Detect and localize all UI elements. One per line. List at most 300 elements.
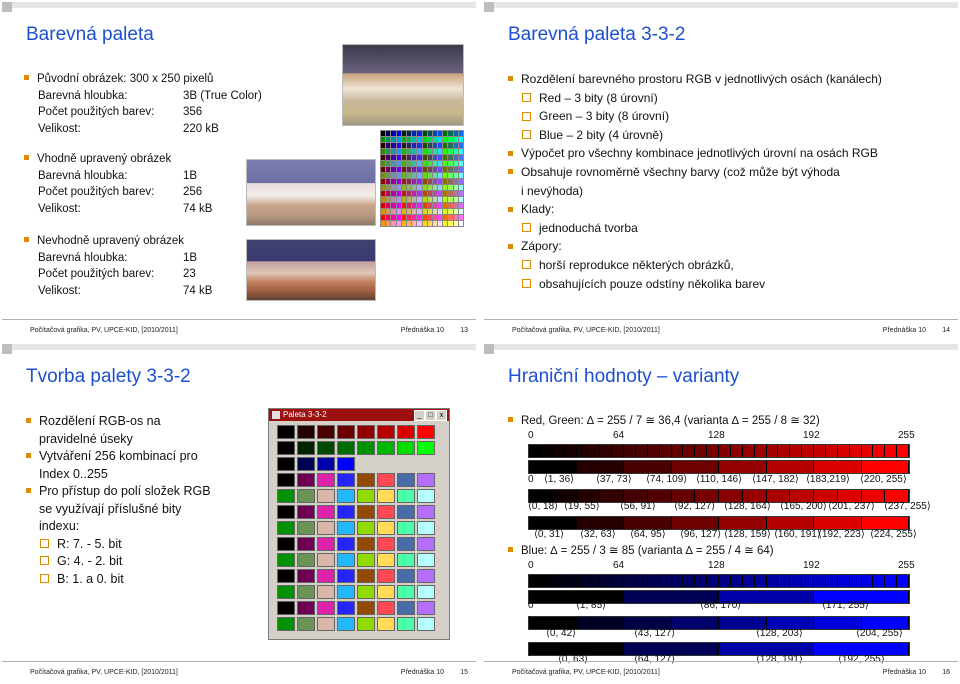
palette-cell — [459, 197, 463, 202]
palette-cell — [438, 203, 442, 208]
window-icon — [272, 411, 280, 419]
palette-cell — [402, 203, 406, 208]
slide-13 — [2, 2, 476, 340]
strip-segment — [838, 575, 850, 587]
palette-cell — [459, 203, 463, 208]
kv-value: 1B — [183, 251, 198, 264]
palette-cell — [277, 521, 295, 535]
palette-cell — [397, 585, 415, 599]
palette-cell — [357, 473, 375, 487]
slide-14 — [484, 2, 958, 340]
palette-cell — [337, 441, 355, 455]
palette-cell — [391, 221, 395, 226]
bullet-icon — [522, 279, 531, 288]
palette-cell — [391, 143, 395, 148]
palette-cell — [337, 553, 355, 567]
palette-cell — [381, 149, 385, 154]
slide-top-bar — [2, 2, 476, 8]
palette-cell — [454, 161, 458, 166]
palette-cell — [407, 131, 411, 136]
palette-cell — [433, 161, 437, 166]
palette-cell — [433, 203, 437, 208]
palette-cell — [412, 167, 416, 172]
range-label: 0 — [528, 474, 534, 485]
palette-cell — [454, 215, 458, 220]
color-strip — [528, 444, 910, 458]
strip-segment — [850, 445, 862, 457]
strip-segment — [897, 445, 909, 457]
palette-cell — [423, 179, 427, 184]
palette-grid — [277, 425, 435, 631]
strip-segment — [767, 461, 815, 473]
strip-segment — [719, 461, 767, 473]
palette-cell — [402, 131, 406, 136]
bullet-icon — [26, 488, 31, 493]
kv-label: Barevná hloubka: — [38, 251, 128, 264]
group-head-text: Vhodně upravený obrázek — [37, 153, 172, 165]
kv-row — [38, 122, 219, 138]
strip-segment — [636, 575, 648, 587]
slide-title: Tvorba palety 3-3-2 — [26, 366, 191, 387]
list-item-text: Zápory: — [521, 239, 562, 254]
palette-cell — [438, 197, 442, 202]
palette-cell — [459, 209, 463, 214]
kv-label: Počet použitých barev: — [38, 268, 155, 280]
palette-cell — [386, 215, 390, 220]
palette-cell — [381, 191, 385, 196]
palette-cell — [377, 601, 395, 615]
palette-cell — [454, 203, 458, 208]
palette-cell — [381, 167, 385, 172]
palette-cell — [391, 173, 395, 178]
palette-cell — [277, 505, 295, 519]
list-item — [26, 414, 161, 430]
strip-segment — [529, 461, 577, 473]
palette-cell — [402, 137, 406, 142]
palette-cell — [417, 191, 421, 196]
palette-cell — [417, 131, 421, 136]
palette-cell — [417, 155, 421, 160]
palette-cell — [423, 197, 427, 202]
strip-segment — [707, 445, 719, 457]
slide-corner — [2, 344, 12, 354]
scale-label: 192 — [803, 430, 820, 441]
range-label: ⟨92, 127⟩ — [674, 501, 716, 512]
strip-segment — [577, 461, 625, 473]
palette-cell — [397, 425, 415, 439]
palette-cell — [317, 585, 335, 599]
range-label: ⟨183,219⟩ — [806, 474, 850, 485]
palette-cell — [438, 167, 442, 172]
palette-cell — [397, 617, 415, 631]
list-item — [40, 572, 124, 588]
strip-segment — [565, 575, 577, 587]
palette-cell — [454, 185, 458, 190]
strip-segment — [719, 517, 767, 529]
palette-cell — [397, 155, 401, 160]
range-label: ⟨128, 159⟩ — [724, 529, 771, 540]
slide-title: Hraniční hodnoty – varianty — [508, 366, 740, 387]
palette-cell — [397, 221, 401, 226]
list-item-text: indexu: — [39, 519, 80, 533]
slide-top-bar — [2, 344, 476, 350]
window-title: Paleta 3-3-2 — [283, 410, 327, 419]
palette-cell — [397, 131, 401, 136]
palette-cell — [357, 617, 375, 631]
bullet-icon — [522, 223, 531, 232]
palette-cell — [381, 209, 385, 214]
list-item — [508, 146, 878, 162]
strip-segment — [624, 445, 636, 457]
palette-cell — [317, 473, 335, 487]
palette-cell — [459, 161, 463, 166]
palette-cell — [438, 131, 442, 136]
palette-cell — [423, 161, 427, 166]
strip-segment — [529, 445, 541, 457]
strip-segment — [672, 445, 684, 457]
palette-cell — [438, 173, 442, 178]
palette-cell — [277, 489, 295, 503]
palette-cell — [337, 601, 355, 615]
footer-lecture: Přednáška 10 — [400, 669, 444, 676]
range-label: ⟨220, 255⟩ — [860, 474, 907, 485]
palette-cell — [433, 197, 437, 202]
palette-cell — [454, 155, 458, 160]
palette-cell — [433, 149, 437, 154]
palette-cell — [391, 137, 395, 142]
palette-cell — [459, 191, 463, 196]
photo-original — [342, 44, 464, 126]
palette-cell — [337, 457, 355, 471]
color-strip — [528, 460, 910, 474]
slide-top-bar — [484, 2, 958, 8]
palette-cell — [407, 179, 411, 184]
palette-cell — [417, 617, 435, 631]
palette-cell — [438, 161, 442, 166]
palette-cell — [428, 185, 432, 190]
strip-segment — [588, 445, 600, 457]
kv-value: 1B — [183, 169, 198, 182]
palette-cell — [438, 209, 442, 214]
strip-segment — [814, 461, 862, 473]
range-label: ⟨201, 237⟩ — [828, 501, 875, 512]
strip-segment — [814, 517, 862, 529]
footer — [2, 319, 476, 340]
strip-segment — [600, 575, 612, 587]
palette-cell — [391, 215, 395, 220]
palette-cell — [277, 617, 295, 631]
palette-cell — [407, 149, 411, 154]
bullet-icon — [26, 453, 31, 458]
palette-cell — [277, 585, 295, 599]
list-item-text: Vytváření 256 kombinací pro — [39, 449, 198, 463]
palette-cell — [386, 197, 390, 202]
color-strip — [528, 616, 910, 630]
maximize-icon[interactable]: □ — [425, 410, 436, 421]
palette-cell — [391, 149, 395, 154]
page-number: 14 — [942, 327, 950, 334]
list-item-text: R: 7. - 5. bit — [57, 536, 122, 551]
strip-segment — [862, 445, 874, 457]
slide-title: Barevná paleta — [26, 24, 154, 45]
palette-cell — [397, 553, 415, 567]
strip-segment — [755, 575, 767, 587]
palette-cell — [423, 167, 427, 172]
strip-segment — [885, 445, 897, 457]
palette-cell — [337, 537, 355, 551]
palette-cell — [459, 215, 463, 220]
palette-cell — [459, 221, 463, 226]
palette-cell — [407, 161, 411, 166]
strip-segment — [707, 575, 719, 587]
palette-cell — [397, 489, 415, 503]
palette-cell — [381, 197, 385, 202]
palette-cell — [386, 209, 390, 214]
bullet-icon — [26, 418, 31, 423]
list-item-text: i nevýhoda) — [521, 183, 584, 198]
list-item — [39, 502, 181, 518]
palette-cell — [448, 197, 452, 202]
palette-cell — [459, 185, 463, 190]
palette-cell — [433, 137, 437, 142]
palette-cell — [386, 203, 390, 208]
palette-cell — [391, 131, 395, 136]
strip-segment — [731, 575, 743, 587]
palette-cell — [377, 569, 395, 583]
close-icon[interactable]: x — [436, 410, 447, 421]
palette-cell — [417, 537, 435, 551]
list-item — [508, 72, 882, 88]
palette-cell — [417, 209, 421, 214]
palette-cell — [438, 191, 442, 196]
bullet-icon — [522, 112, 531, 121]
range-label: ⟨160, 191⟩ — [774, 529, 821, 540]
bullet-icon — [24, 155, 29, 160]
strip-segment — [648, 575, 660, 587]
slide-corner — [2, 2, 12, 12]
kv-row — [38, 267, 196, 283]
page-number: 15 — [460, 669, 468, 676]
palette-cell — [381, 173, 385, 178]
palette-cell — [381, 221, 385, 226]
slide-corner — [484, 344, 494, 354]
palette-cell — [317, 569, 335, 583]
strip-segment — [672, 617, 720, 629]
palette-cell — [412, 173, 416, 178]
strip-segment — [695, 445, 707, 457]
scale-label: 128 — [708, 560, 725, 571]
palette-cell — [397, 173, 401, 178]
palette-cell — [448, 179, 452, 184]
palette-cell — [381, 131, 385, 136]
palette-cell — [412, 209, 416, 214]
palette-cell — [317, 553, 335, 567]
slide-top-bar — [484, 344, 958, 350]
palette-cell — [454, 173, 458, 178]
palette-cell — [402, 185, 406, 190]
palette-cell — [381, 155, 385, 160]
palette-cell — [423, 221, 427, 226]
palette-cell — [407, 173, 411, 178]
palette-cell — [297, 585, 315, 599]
palette-cell — [407, 185, 411, 190]
palette-cell — [454, 143, 458, 148]
palette-cell — [317, 537, 335, 551]
palette-cell — [386, 131, 390, 136]
palette-cell — [397, 209, 401, 214]
strip-segment — [885, 575, 897, 587]
palette-cell — [454, 197, 458, 202]
palette-cell — [454, 191, 458, 196]
group-head — [24, 234, 184, 250]
rg-line — [508, 414, 820, 430]
palette-cell — [423, 173, 427, 178]
strip-segment — [767, 517, 815, 529]
palette-cell — [438, 143, 442, 148]
strip-segment — [755, 445, 767, 457]
list-item — [522, 128, 663, 144]
palette-cell — [337, 425, 355, 439]
kv-value: 220 kB — [183, 122, 219, 135]
palette-cell — [337, 489, 355, 503]
list-item — [522, 109, 669, 125]
strip-segment — [529, 517, 577, 529]
palette-cell — [317, 505, 335, 519]
palette-cell — [428, 131, 432, 136]
scale-label: 255 — [898, 430, 915, 441]
palette-cell — [357, 553, 375, 567]
kv-row — [38, 251, 197, 267]
palette-cell — [417, 601, 435, 615]
palette-cell — [297, 505, 315, 519]
range-label: ⟨171, 255⟩ — [822, 600, 869, 611]
palette-cell — [407, 155, 411, 160]
palette-cell — [377, 585, 395, 599]
range-label: ⟨0, 63⟩ — [558, 654, 589, 665]
palette-cell — [448, 191, 452, 196]
palette-cell — [386, 167, 390, 172]
bullet-icon — [522, 260, 531, 269]
palette-cell — [412, 131, 416, 136]
palette-cell — [297, 425, 315, 439]
strip-segment — [624, 517, 672, 529]
palette-cell — [407, 215, 411, 220]
list-item — [40, 537, 122, 553]
palette-cell — [423, 143, 427, 148]
palette-cell — [357, 489, 375, 503]
kv-value: 74 kB — [183, 284, 213, 297]
kv-value: 356 — [183, 106, 203, 118]
palette-cell — [397, 215, 401, 220]
palette-cell — [337, 569, 355, 583]
palette-cell — [317, 441, 335, 455]
palette-cell — [357, 537, 375, 551]
scale-label: 0 — [528, 430, 534, 441]
palette-cell — [402, 155, 406, 160]
palette-cell — [423, 191, 427, 196]
palette-cell — [454, 167, 458, 172]
palette-cell — [391, 155, 395, 160]
scale-label: 192 — [803, 560, 820, 571]
palette-cell — [377, 521, 395, 535]
palette-cell — [402, 209, 406, 214]
list-item-text: jednoduchá tvorba — [539, 220, 638, 235]
palette-cell — [428, 203, 432, 208]
list-item-text: Red – 3 bity (8 úrovní) — [539, 90, 658, 105]
footer — [484, 661, 958, 682]
palette-cell — [381, 161, 385, 166]
bullet-icon — [508, 76, 513, 81]
palette-cell — [428, 221, 432, 226]
palette-cell — [438, 215, 442, 220]
bullet-icon — [24, 75, 29, 80]
kv-label: Počet použitých barev: — [38, 186, 155, 198]
range-label: ⟨86, 170⟩ — [700, 600, 742, 611]
range-label: 0 — [528, 600, 534, 611]
group-head-text: Původní obrázek: 300 x 250 pixelů — [37, 73, 214, 85]
color-strip — [528, 574, 910, 588]
palette-cell — [297, 457, 315, 471]
kv-value: 23 — [183, 268, 196, 280]
list-item — [39, 432, 133, 448]
palette-cell — [357, 425, 375, 439]
palette-cell — [386, 191, 390, 196]
palette-cell — [381, 179, 385, 184]
palette-cell — [357, 569, 375, 583]
strip-segment — [719, 445, 731, 457]
palette-cell — [277, 537, 295, 551]
photo-bad-palette — [246, 239, 376, 301]
strip-segment — [719, 575, 731, 587]
palette-cell — [397, 191, 401, 196]
strip-segment — [850, 575, 862, 587]
palette-cell — [397, 569, 415, 583]
strip-segment — [826, 445, 838, 457]
slide-corner — [484, 2, 494, 12]
footer-lecture: Přednáška 10 — [882, 327, 926, 334]
palette-cell — [386, 221, 390, 226]
palette-cell — [397, 601, 415, 615]
palette-cell — [397, 197, 401, 202]
palette-cell — [423, 209, 427, 214]
footer-source: Počítačová grafika, PV, UPCE-KID, [2010/2011] — [30, 327, 178, 334]
palette-cell — [438, 221, 442, 226]
palette-cell — [443, 221, 447, 226]
palette-cell — [377, 457, 395, 469]
kv-row — [38, 202, 212, 218]
slide-16 — [484, 344, 958, 682]
kv-value: 3B (True Color) — [183, 89, 262, 102]
palette-cell — [381, 137, 385, 142]
footer-lecture: Přednáška 10 — [400, 327, 444, 334]
palette-cell — [317, 601, 335, 615]
palette-cell — [428, 179, 432, 184]
minimize-icon[interactable]: _ — [414, 410, 425, 421]
palette-cell — [402, 149, 406, 154]
strip-segment — [731, 445, 743, 457]
palette-cell — [377, 617, 395, 631]
strip-segment — [577, 445, 589, 457]
palette-cell — [377, 473, 395, 487]
palette-cell — [407, 221, 411, 226]
palette-cell — [357, 457, 375, 469]
palette-cell — [448, 155, 452, 160]
page-number: 13 — [460, 327, 468, 334]
palette-cell — [433, 167, 437, 172]
palette-cell — [412, 149, 416, 154]
range-label: ⟨19, 55⟩ — [564, 501, 600, 512]
range-label: ⟨237, 255⟩ — [884, 501, 931, 512]
